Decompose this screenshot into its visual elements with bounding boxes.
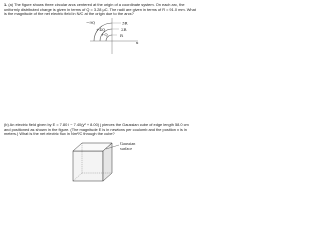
question-number: 1. (4, 2, 8, 7)
gaussian-label-line2: surface (120, 146, 133, 151)
part-a-text: (a) The figure shows three circular arcs centered at the origin of a coordinate system. On each arc, the uniformly distributed charge is given in terms of Q = 3.28 μC. The radii are given in terms of R = 91.0 mm. What is the magnitude of the net electric field in N/C at the origin due to the arcs? (4, 2, 196, 17)
arc-diagram (86, 18, 139, 54)
label-charge-inner: +Q (101, 32, 108, 37)
label-charge-outer: −9Q (86, 20, 96, 25)
label-3r: 3R (122, 20, 128, 26)
cube-front-face (73, 151, 103, 181)
part-b-question (4, 123, 196, 137)
label-charge-middle: +4Q (96, 27, 106, 32)
label-r: R (120, 33, 124, 38)
label-2r: 2R (121, 27, 127, 32)
label-x-axis: x (136, 40, 139, 45)
part-b-text: (b) An electric field given by E = 7.80 i − 7.40(y² + 8.00) j pierces the Gaussian cube of edge length 58.0 cm and positioned as shown in the figure. (The magnitude E is in newtons per coulomb and the position x is in meters.) What is the net electric flux in Nm²/C through the cube? (4, 122, 189, 137)
gaussian-label-line1: Gaussian (120, 141, 136, 146)
gaussian-cube (73, 141, 136, 181)
